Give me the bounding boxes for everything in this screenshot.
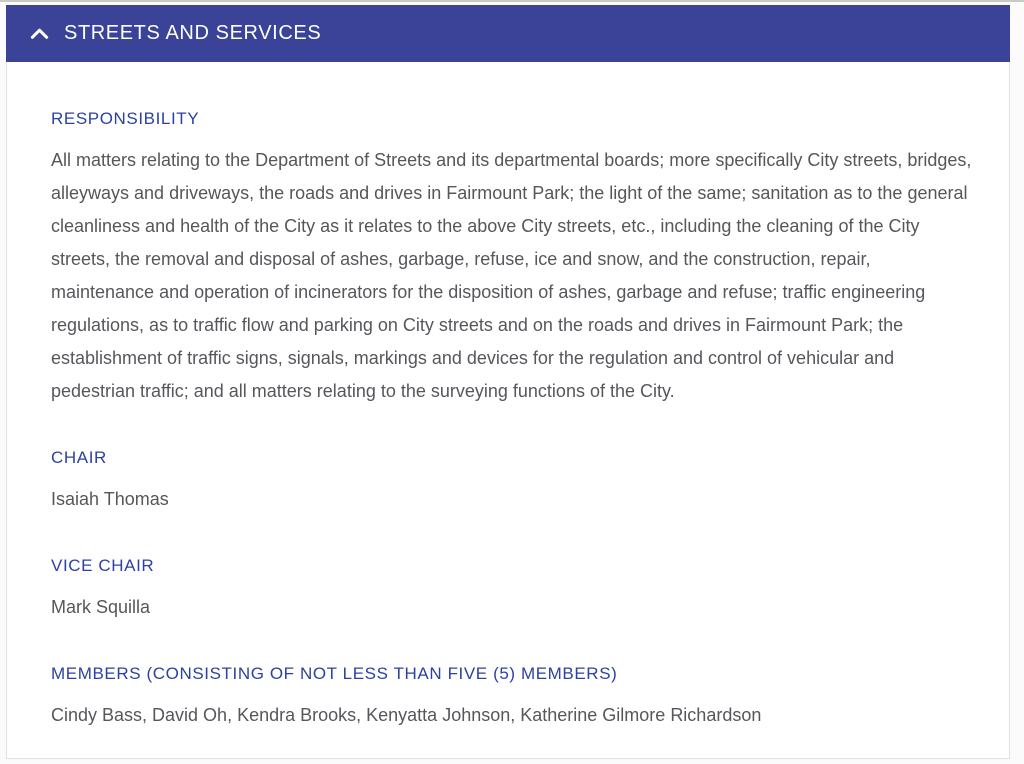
vice-chair-name: Mark Squilla — [51, 597, 151, 617]
section-heading-vice-chair: VICE CHAIR — [51, 556, 155, 575]
responsibility-text: All matters relating to the Department of Streets and its departmental boards; more specifically City streets, bridges, alleyways and driveways, the roads and drives in Fairmount Park; the light of the same; sanitation as to the general cleanliness and health of the City as it relates to the above City streets, etc., including the cleaning of the City streets, the removal and disposal of ashes, garbage, refuse, ice and snow, and the construction, repair, maintenance and operation of incinerators for the disposition of ashes, garbage and refuse; traffic engineering regulations, as to traffic flow and parking on City streets and on the roads and drives in Fairmount Park; the establishment of traffic signs, signals, markings and devices for the regulation and control of vehicular and pedestrian traffic; and all matters relating to the surveying functions of the City. — [51, 150, 972, 401]
accordion-body — [6, 62, 1010, 759]
section-heading-members: MEMBERS (CONSISTING OF NOT LESS THAN FIVE (5) MEMBERS) — [51, 664, 618, 683]
top-divider — [0, 0, 1024, 2]
accordion-title: STREETS AND SERVICES — [64, 22, 322, 44]
members-names: Cindy Bass, David Oh, Kendra Brooks, Kenyatta Johnson, Katherine Gilmore Richardson — [51, 705, 762, 725]
section-heading-chair: CHAIR — [51, 448, 107, 467]
section-heading-responsibility: RESPONSIBILITY — [51, 109, 200, 128]
accordion-header[interactable] — [6, 5, 1010, 62]
accordion-streets-and-services — [6, 5, 1010, 759]
chevron-up-icon[interactable] — [30, 27, 49, 40]
chair-name: Isaiah Thomas — [51, 489, 169, 509]
